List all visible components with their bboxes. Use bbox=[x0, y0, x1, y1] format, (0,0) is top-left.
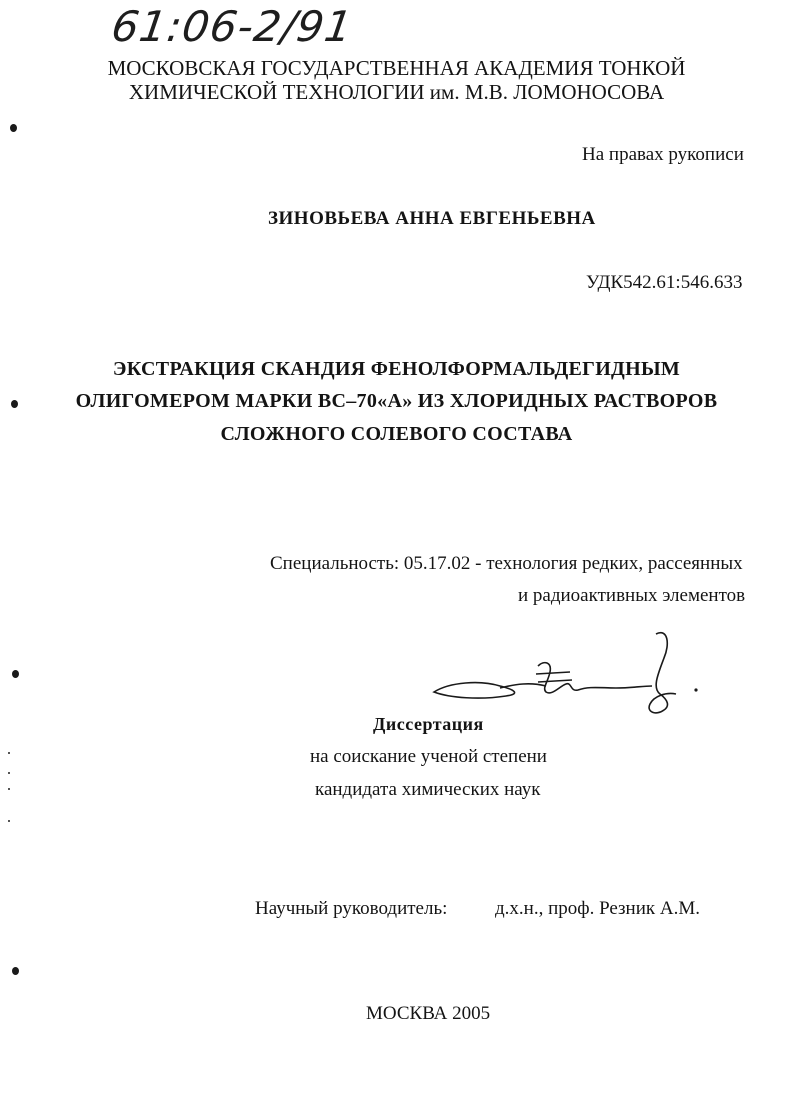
institution-line-1: МОСКОВСКАЯ ГОСУДАРСТВЕННАЯ АКАДЕМИЯ ТОНКОЙ bbox=[107, 56, 686, 80]
scan-speck bbox=[8, 788, 10, 790]
title-line-2: ОЛИГОМЕРОМ МАРКИ ВС–70«А» ИЗ ХЛОРИДНЫХ РАСТВОРОВ bbox=[75, 390, 718, 412]
dissertation-line-1: на соискание ученой степени bbox=[310, 746, 547, 767]
specialty-line-1: Специальность: 05.17.02 - технология редких, рассеянных bbox=[270, 553, 743, 574]
author-name: ЗИНОВЬЕВА АННА ЕВГЕНЬЕВНА bbox=[268, 208, 596, 229]
signature bbox=[420, 624, 710, 724]
title-line-3: СЛОЖНОГО СОЛЕВОГО СОСТАВА bbox=[220, 423, 573, 445]
udc-code: УДК542.61:546.633 bbox=[586, 272, 743, 293]
dissertation-line-2: кандидата химических наук bbox=[315, 779, 541, 800]
title-line-1: ЭКСТРАКЦИЯ СКАНДИЯ ФЕНОЛФОРМАЛЬДЕГИДНЫМ bbox=[112, 358, 681, 380]
manuscript-rights: На правах рукописи bbox=[582, 144, 744, 165]
handwritten-archive-number: 61:06-2/91 bbox=[108, 2, 356, 51]
binding-hole-mark bbox=[12, 967, 19, 975]
institution-line-2: ХИМИЧЕСКОЙ ТЕХНОЛОГИИ им. М.В. ЛОМОНОСОВА bbox=[128, 80, 665, 104]
city-year: МОСКВА 2005 bbox=[366, 1003, 491, 1024]
dissertation-heading: Диссертация bbox=[373, 714, 484, 734]
supervisor-name: д.х.н., проф. Резник А.М. bbox=[495, 898, 700, 919]
binding-hole-mark bbox=[10, 124, 17, 132]
specialty-line-2: и радиоактивных элементов bbox=[518, 585, 746, 606]
scan-speck bbox=[8, 820, 10, 822]
scan-speck bbox=[8, 752, 10, 754]
scan-speck bbox=[8, 772, 10, 774]
binding-hole-mark bbox=[11, 400, 18, 408]
supervisor-label: Научный руководитель: bbox=[255, 898, 448, 919]
binding-hole-mark bbox=[12, 670, 19, 678]
